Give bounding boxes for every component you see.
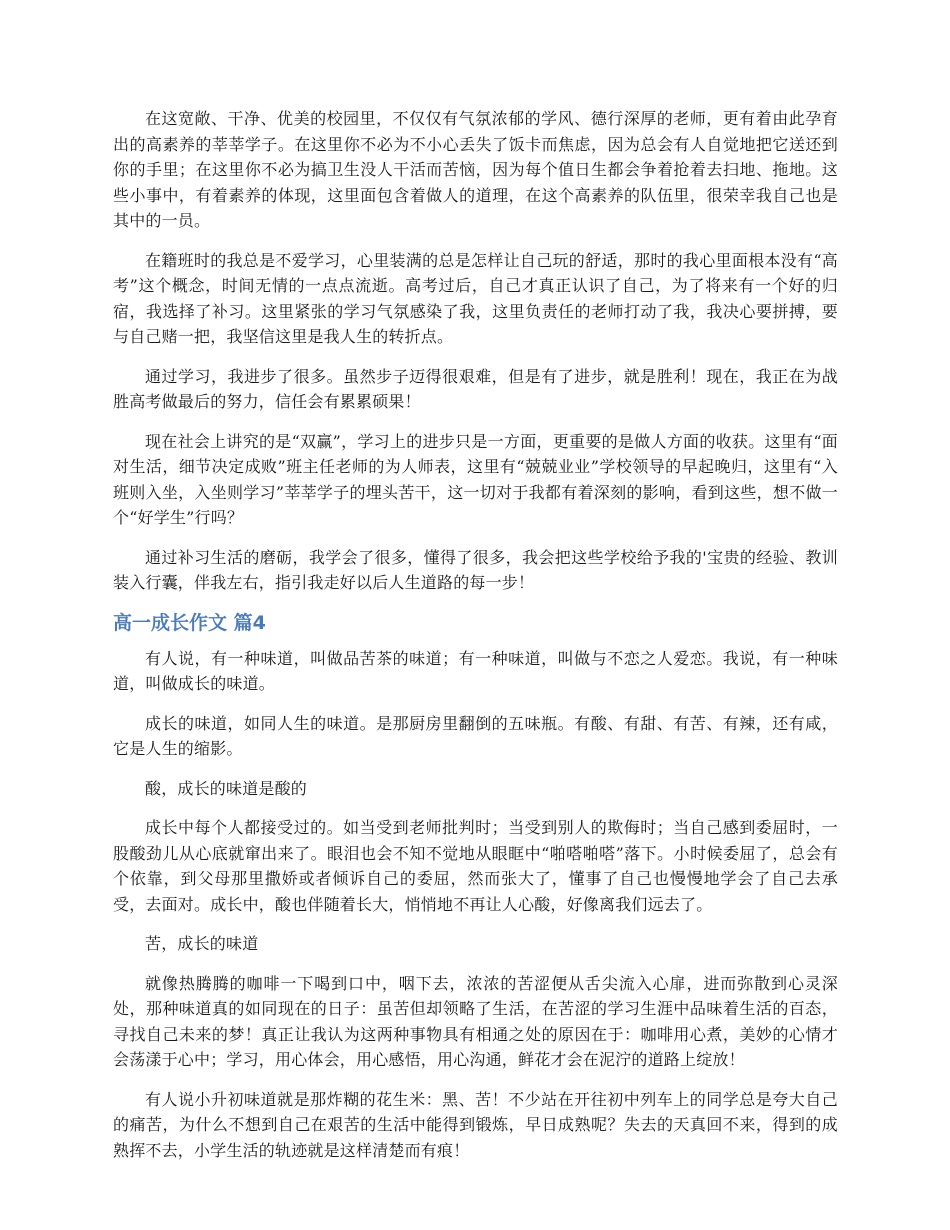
paragraph: 通过补习生活的磨砺，我学会了很多，懂得了很多，我会把这些学校给予我的'宝贵的经验、教训装入行囊，伴我左右，指引我走好以后人生道路的每一步！ bbox=[113, 547, 838, 592]
subheading-paragraph: 苦，成长的味道 bbox=[145, 934, 259, 953]
paragraph: 有人说小升初味道就是那炸糊的花生米：黑、苦！不少站在开往初中列车上的同学总是夸大自己的痛苦，为什么不想到自己在艰苦的生活中能得到锻炼，早日成熟呢？失去的天真回不来，得到的成熟挥不去，小学生活的轨迹就是这样清楚而有痕！ bbox=[113, 1089, 838, 1160]
paragraph: 现在社会上讲究的是“双赢”，学习上的进步只是一方面，更重要的是做人方面的收获。这里有“面对生活，细节决定成败”班主任老师的为人师表，这里有“兢兢业业”学校领导的早起晚归，这里有“入班则入坐，入坐则学习”莘莘学子的埋头苦干，这一切对于我都有着深刻的影响，看到这些，想不做一个“好学生”行吗？ bbox=[113, 431, 838, 527]
paragraph: 在这宽敞、干净、优美的校园里，不仅仅有气氛浓郁的学风、德行深厚的老师，更有着由此孕育出的高素养的莘莘学子。在这里你不必为不小心丢失了饭卡而焦虑，因为总会有人自觉地把它送还到你的手里；在这里你不必为搞卫生没人干活而苦恼，因为每个值日生都会争着抢着去扫地、拖地。这些小事中，有着素养的体现，这里面包含着做人的道理，在这个高素养的队伍里，很荣幸我自己也是其中的一员。 bbox=[113, 109, 838, 230]
paragraph: 通过学习，我进步了很多。虽然步子迈得很艰难，但是有了进步，就是胜利！现在，我正在为战胜高考做最后的努力，信任会有累累硕果！ bbox=[113, 366, 838, 411]
paragraph: 有人说，有一种味道，叫做品苦茶的味道；有一种味道，叫做与不恋之人爱恋。我说，有一种味道，叫做成长的味道。 bbox=[113, 648, 838, 693]
paragraph: 成长的味道，如同人生的味道。是那厨房里翻倒的五味瓶。有酸、有甜、有苦、有辣，还有咸，它是人生的缩影。 bbox=[113, 713, 838, 758]
subheading-paragraph: 酸，成长的味道是酸的 bbox=[145, 778, 308, 798]
paragraph: 在籍班时的我总是不爱学习，心里装满的总是怎样让自己玩的舒适，那时的我心里面根本没有“高考”这个概念，时间无情的一点点流逝。高考过后，自己才真正认识了自己，为了将来有一个好的归宿，我选择了补习。这里紧张的学习气氛感染了我，这里负责任的老师打动了我，我决心要拼搏，要与自己赌一把，我坚信这里是我人生的转折点。 bbox=[113, 250, 838, 346]
document-page bbox=[113, 106, 838, 1177]
paragraph: 就像热腾腾的咖啡一下喝到口中，咽下去，浓浓的苦涩便从舌尖流入心扉，进而弥散到心灵深处，那种味道真的如同现在的日子：虽苦但却领略了生活，在苦涩的学习生涯中品味着生活的百态，寻找自己未来的梦！真正让我认为这两种事物具有相通之处的原因在于：咖啡用心煮，美妙的心情才会荡漾于心中；学习，用心体会，用心感悟，用心沟通，鲜花才会在泥泞的道路上绽放！ bbox=[113, 973, 838, 1069]
paragraph: 成长中每个人都接受过的。如当受到老师批判时；当受到别人的欺侮时；当自己感到委屈时，一股酸劲儿从心底就窜出来了。眼泪也会不知不觉地从眼眶中“啪嗒啪嗒”落下。小时候委屈了，总会有个依靠，到父母那里撒娇或者倾诉自己的委屈，然而张大了，懂事了自己也慢慢地学会了自己去承受，去面对。成长中，酸也伴随着长大，悄悄地不再让人心酸，好像离我们远去了。 bbox=[113, 818, 838, 914]
section-heading: 高一成长作文 篇4 bbox=[113, 611, 266, 634]
